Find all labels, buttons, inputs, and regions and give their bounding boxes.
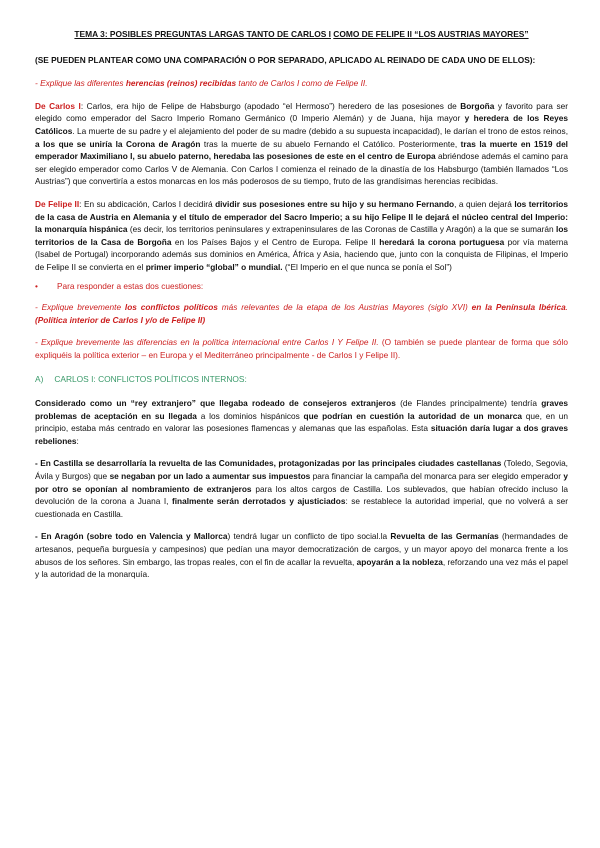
p3-t1: ) tendrá lugar un conflicto de tipo social.la — [227, 531, 391, 542]
bullet-item — [35, 280, 568, 293]
q2-c: más relevantes de la etapa de los Austrias Mayores (siglo XVI) — [217, 302, 472, 313]
felipe-label: De Felipe II — [35, 198, 80, 209]
carlos-b2: y heredera de los Reyes Católicos — [35, 113, 568, 136]
question-conflictos — [35, 301, 568, 326]
p3-b2: Revuelta de las Germanías — [390, 531, 499, 542]
p1-t3: que, en un principio, estaba más centrado en valorar las posesiones flamencas y alemanas que las españolas. Esta — [35, 410, 568, 434]
bullet-text: Para responder a estas dos cuestiones: — [57, 280, 204, 291]
carlos-t3: . La muerte de su padre y el alejamiento del poder de su madre (debido a su supuesta incapacidad), le darían el trono de estos reinos, — [72, 125, 568, 136]
p1-t4: : — [76, 435, 79, 446]
q2-b: los conflictos políticos — [124, 302, 218, 313]
p3-t2: (hermandades de artesanos, pequeña burguesía y campesinos) que pedían una mayor democratización de cargos, y un mayor apoyo del monarca frente a los abusos de los señores. Sin embargo, las tropas reales, con el fin de acallar la revuelta, — [35, 531, 569, 567]
p2-t1: (Toledo, Segovia, Ávila y Burgos) que — [35, 458, 568, 482]
paragraph-carlos — [35, 100, 568, 188]
p1-b1: Considerado como un “rey extranjero” que llegaba rodeado de consejeros extranjeros — [35, 398, 396, 409]
p2-t3: para los altos cargos de Castilla. Los sublevados, que habían ofrecido incluso la devolución de la corona a Juana I, — [35, 483, 568, 507]
q1-a: - Explique las diferentes — [35, 78, 126, 89]
p1-b2: graves problemas de aceptación en su llegada — [35, 398, 568, 421]
q1-b: herencias (reinos) recibidas — [125, 78, 237, 89]
paragraph-comunidades — [35, 457, 568, 520]
p3-b3: apoyarán a la nobleza — [356, 556, 443, 567]
carlos-b1: Borgoña — [460, 100, 495, 111]
lead-note: (SE PUEDEN PLANTEAR COMO UNA COMPARACIÓN O POR SEPARADO, APLICADO AL REINADO DE CADA UNO DE ELLOS): — [35, 54, 536, 65]
question-herencias — [35, 77, 568, 90]
p1-t1: (de Flandes principalmente) tendría — [395, 398, 542, 409]
question-internacional — [35, 336, 568, 361]
p2-b3: y por otro se oponían al nombramiento de extranjeros — [35, 471, 569, 494]
felipe-b1: dividir sus posesiones entre su hijo y su hermano Fernando — [215, 198, 455, 209]
carlos-b3: a los que se uniría la Corona de Aragón — [35, 138, 201, 149]
p1-t2: a los dominios hispánicos — [196, 410, 304, 421]
section-title: CARLOS I: CONFLICTOS POLÍTICOS INTERNOS: — [54, 374, 247, 385]
carlos-t1: : Carlos, era hijo de Felipe de Habsburgo (apodado “el Hermoso”) heredero de las posesiones de — [80, 100, 461, 111]
title-part-2: COMO DE FELIPE II “LOS AUSTRIAS MAYORES” — [333, 29, 529, 39]
carlos-b4: tras la muerte en 1519 del emperador Maximiliano I, su abuelo paterno, heredaba las posesiones de este en el centro de Europa — [35, 138, 568, 162]
p2-t2: para financiar la campaña del monarca para ser elegido emperador — [310, 471, 564, 482]
p3-b1: - En Aragón (sobre todo en Valencia y Mallorca — [35, 531, 228, 542]
felipe-b2: los territorios de la casa de Austria en Alemania y el título de emperador del Sacro Imperio; a su hijo Felipe II le dejará el núcleo central del Imperio: la monarquía hispánica — [35, 198, 568, 235]
felipe-t6: (“El Imperio en el que nunca se ponía el Sol”) — [282, 261, 452, 272]
felipe-t5: por vía materna (Isabel de Portugal) incorporando además sus dominios en América, África y Asia, haciendo que, junto con la conquista de Filipinas, el Imperio de Felipe II se convierta en el — [35, 236, 568, 272]
felipe-b5: primer imperio “global” o mundial. — [145, 261, 283, 272]
p2-b4: finalmente serán derrotados y ajusticiados — [171, 496, 346, 507]
carlos-t4: tras la muerte de su abuelo Fernando el Católico. Posteriormente, — [200, 138, 461, 149]
p2-b1: - En Castilla se desarrollaría la revuelta de las Comunidades, protagonizadas por las principales ciudades castellanas — [35, 458, 502, 469]
q1-c: tanto de Carlos I como de Felipe II. — [236, 78, 368, 89]
p3-t3: , reforzando una vez más el papel y la autoridad de la monarquía. — [35, 556, 568, 580]
q3-b: (O también se puede plantear de forma que sólo expliquéis la política exterior – en Europa y el Mediterráneo principalmente - de Carlos I y Felipe II). — [35, 337, 568, 360]
section-heading-a — [35, 373, 568, 386]
title-part-1: TEMA 3: POSIBLES PREGUNTAS LARGAS TANTO DE CARLOS I — [74, 29, 331, 39]
bullet-dot: • — [35, 280, 38, 291]
felipe-b4: heredará la corona portuguesa — [379, 236, 505, 247]
q3-a: - Explique brevemente las diferencias en la política internacional entre Carlos I Y Felipe II. — [35, 337, 379, 348]
felipe-t1: : En su abdicación, Carlos I decidirá — [79, 198, 216, 209]
p1-b4: situación daría lugar a dos graves rebeliones — [35, 423, 568, 446]
felipe-t4: en los Países Bajos y el Centro de Europa. Felipe II — [171, 236, 380, 247]
paragraph-germanias — [35, 530, 568, 580]
q2-a: - Explique brevemente — [35, 302, 125, 313]
p1-b3: que podrían en cuestión la autoridad de un monarca — [303, 410, 522, 421]
section-number: A) — [35, 374, 44, 385]
q2-e: . — [565, 302, 568, 313]
paragraph-felipe — [35, 198, 568, 274]
p2-b2: se negaban por un lado a aumentar sus impuestos — [109, 471, 311, 482]
p2-t4: : se restablece la autoridad imperial, que no volverá a ser cuestionada en Castilla. — [35, 496, 568, 519]
carlos-t5: abriéndose además el camino para ser elegido emperador como Carlos V de Alemania. Con Carlos I comienza el reinado de la dinastía de los Habsburgo (también llamados “Los Austrias”) que convertiría a estos monarcas en los más poderosos de su tiempo, fruto de las grandísimas herencias recibidas. — [35, 151, 568, 187]
felipe-b3: los territorios de la Casa de Borgoña — [35, 224, 569, 247]
q2-f: (Política interior de Carlos I y/o de Felipe II) — [35, 314, 206, 325]
felipe-t3: (es decir, los territorios peninsulares y extrapeninsulares de las Coronas de Castilla y Aragón) a la que se sumarán — [127, 224, 557, 235]
page-title — [35, 28, 568, 41]
carlos-t2: y favorito para ser elegido como emperador del Sacro Imperio Romano Germánico (0 Imperio Alemán) y de Juana, hija mayor — [35, 100, 568, 124]
carlos-label: De Carlos I — [35, 100, 81, 111]
felipe-t2: , a quien dejará — [454, 198, 515, 209]
paragraph-rey-extranjero — [35, 397, 568, 447]
q2-d: en la Península Ibérica — [471, 302, 566, 313]
